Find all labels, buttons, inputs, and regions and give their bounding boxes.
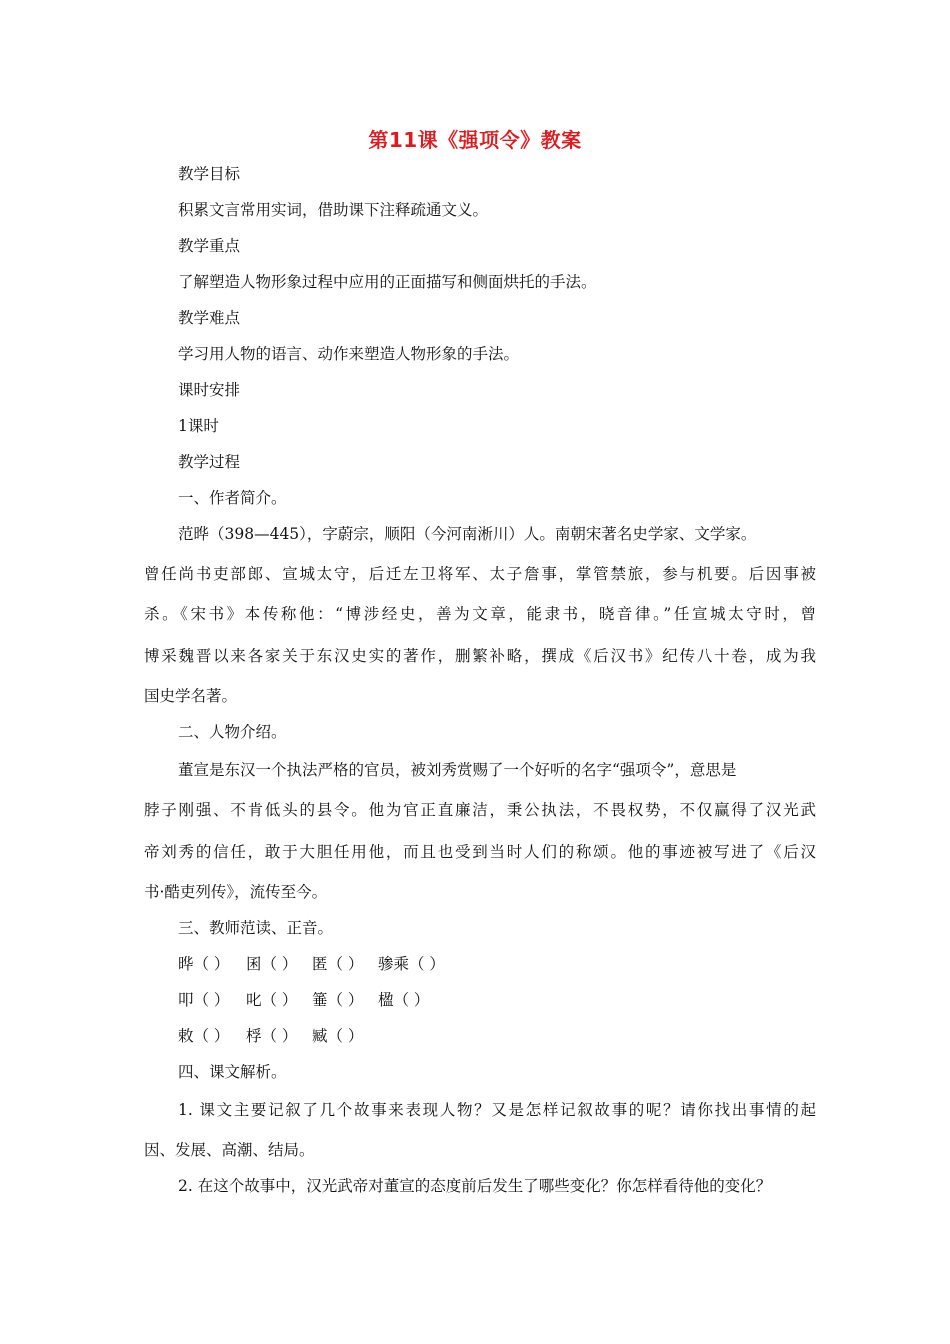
heading-process: 教学过程 bbox=[178, 453, 241, 471]
pronunciation-item: 叱（ ） bbox=[246, 991, 298, 1009]
teaching-goals-text: 积累文言常用实词，借助课下注释疏通文义。 bbox=[178, 201, 489, 219]
question-1-line: 因、发展、高潮、结局。 bbox=[144, 1141, 315, 1159]
heading-schedule: 课时安排 bbox=[178, 381, 241, 399]
section-author-heading: 一、作者简介。 bbox=[178, 489, 287, 507]
pronunciation-item: 晔（ ） bbox=[178, 955, 230, 973]
section-analysis-heading: 四、课文解析。 bbox=[178, 1063, 287, 1081]
section-reading-heading: 三、教师范读、正音。 bbox=[178, 919, 334, 937]
schedule-text: 1课时 bbox=[178, 417, 219, 435]
author-paragraph-line: 范晔（398—445），字蔚宗，顺阳（今河南淅川）人。南朝宋著名史学家、文学家。 bbox=[178, 525, 757, 543]
character-paragraph-line: 董宣是东汉一个执法严格的官员，被刘秀赏赐了一个好听的名字“强项令”，意思是 bbox=[178, 761, 737, 779]
pronunciation-item: 囷（ ） bbox=[246, 955, 298, 973]
pronunciation-item: 匿（ ） bbox=[312, 955, 364, 973]
pronunciation-item: 箠（ ） bbox=[312, 991, 364, 1009]
pronunciation-item: 骖乘（ ） bbox=[378, 955, 445, 973]
author-paragraph-line: 博采魏晋以来各家关于东汉史实的著作，删繁补略，撰成《后汉书》纪传八十卷，成为我 bbox=[144, 647, 816, 665]
heading-key-points: 教学重点 bbox=[178, 237, 241, 255]
heading-difficulties: 教学难点 bbox=[178, 309, 241, 327]
section-character-heading: 二、人物介绍。 bbox=[178, 723, 287, 741]
pronunciation-item: 敕（ ） bbox=[178, 1027, 230, 1045]
pronunciation-item: 臧（ ） bbox=[312, 1027, 364, 1045]
key-points-text: 了解塑造人物形象过程中应用的正面描写和侧面烘托的手法。 bbox=[178, 273, 597, 291]
heading-teaching-goals: 教学目标 bbox=[178, 165, 241, 183]
pronunciation-item: 桴（ ） bbox=[246, 1027, 298, 1045]
pronunciation-item: 楹（ ） bbox=[378, 991, 430, 1009]
character-paragraph-line: 书·酷吏列传》，流传至今。 bbox=[144, 883, 328, 901]
author-paragraph-line: 曾任尚书吏部郎、宣城太守，后迁左卫将军、太子詹事，掌管禁旅，参与机要。后因事被 bbox=[144, 565, 816, 583]
difficulties-text: 学习用人物的语言、动作来塑造人物形象的手法。 bbox=[178, 345, 520, 363]
character-paragraph-line: 脖子刚强、不肯低头的县令。他为官正直廉洁，秉公执法，不畏权势，不仅赢得了汉光武 bbox=[144, 801, 816, 819]
question-2-line: 2. 在这个故事中，汉光武帝对董宣的态度前后发生了哪些变化？你怎样看待他的变化？ bbox=[178, 1177, 772, 1195]
author-paragraph-line: 国史学名著。 bbox=[144, 687, 238, 705]
document-title: 第11课《强项令》教案 bbox=[368, 128, 582, 152]
author-paragraph-line: 杀。《宋书》本传称他：“博涉经史，善为文章，能隶书，晓音律。”任宣城太守时，曾 bbox=[144, 605, 816, 623]
pronunciation-item: 叩（ ） bbox=[178, 991, 230, 1009]
question-1-line: 1. 课文主要记叙了几个故事来表现人物？又是怎样记叙故事的呢？请你找出事情的起 bbox=[178, 1101, 816, 1119]
character-paragraph-line: 帝刘秀的信任，敢于大胆任用他，而且也受到当时人们的称颂。他的事迹被写进了《后汉 bbox=[144, 843, 816, 861]
